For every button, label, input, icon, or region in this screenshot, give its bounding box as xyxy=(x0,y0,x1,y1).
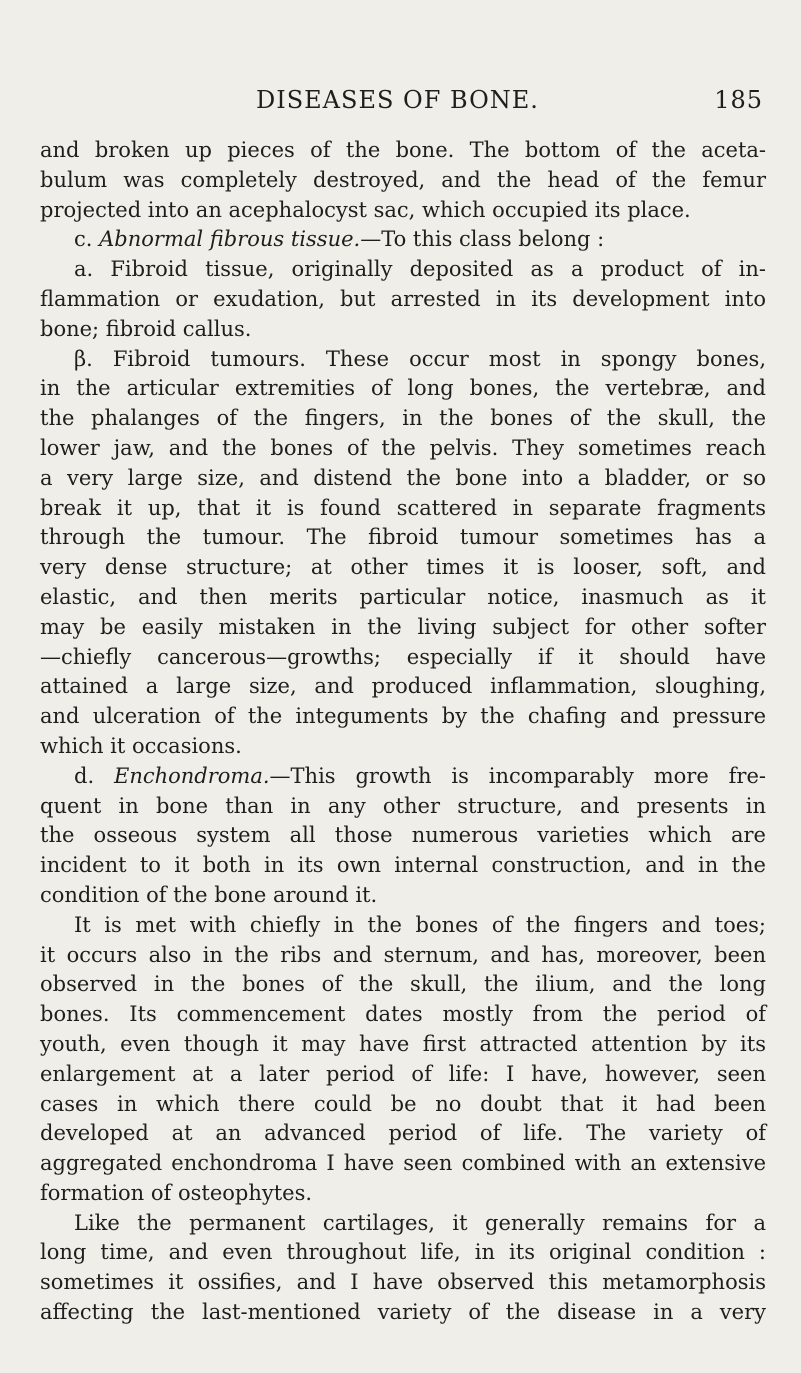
text-line: bulum was completely destroyed, and the head of the femur xyxy=(40,167,766,192)
text-line: condition of the bone around it. xyxy=(40,882,378,907)
running-title: DISEASES OF BONE. xyxy=(256,86,539,114)
text-line: the phalanges of the fingers, in the bones of the skull, the xyxy=(40,406,766,431)
text-line: in the articular extremities of long bones, the vertebræ, and xyxy=(40,376,766,401)
italic-heading: Abnormal fibrous tissue. xyxy=(99,227,361,252)
line-rest: —To this class belong : xyxy=(360,227,605,252)
text-line xyxy=(40,225,766,255)
text-line: and broken up pieces of the bone. The bottom of the aceta- xyxy=(40,138,766,162)
page-header xyxy=(256,86,786,120)
text-line: the osseous system all those numerous varieties which are xyxy=(40,823,766,848)
text-line: attained a large size, and produced inflammation, sloughing, xyxy=(40,674,766,699)
text-line: and ulceration of the integuments by the chafing and pressure xyxy=(40,704,766,729)
text-line: enlargement at a later period of life: I have, however, seen xyxy=(40,1061,766,1086)
text-line: incident to it both in its own internal construction, and in the xyxy=(40,853,766,878)
text-line: affecting the last-mentioned variety of the disease in a very xyxy=(40,1300,766,1325)
text-line: formation of osteophytes. xyxy=(40,1180,313,1205)
text-line: a. Fibroid tissue, originally deposited as a product of in- xyxy=(74,257,766,282)
text-line: long time, and even throughout life, in its original condition : xyxy=(40,1240,766,1265)
text-line: lower jaw, and the bones of the pelvis. They sometimes reach xyxy=(40,435,766,460)
text-line xyxy=(40,762,766,792)
text-line: break it up, that it is found scattered in separate fragments xyxy=(40,495,766,520)
italic-heading: Enchondroma. xyxy=(114,763,270,788)
text-line: bone; fibroid callus. xyxy=(40,316,252,341)
line-prefix: c. xyxy=(74,227,100,252)
text-line: It is met with chiefly in the bones of the fingers and toes; xyxy=(74,912,766,937)
text-line: observed in the bones of the skull, the ilium, and the long xyxy=(40,972,766,997)
text-line: youth, even though it may have first attracted attention by its xyxy=(40,1031,766,1056)
page-number: 185 xyxy=(714,86,763,114)
text-line: Like the permanent cartilages, it generally remains for a xyxy=(74,1210,766,1235)
text-line: may be easily mistaken in the living subject for other softer xyxy=(40,614,766,639)
text-line: very dense structure; at other times it is looser, soft, and xyxy=(40,555,766,580)
text-line: developed at an advanced period of life. The variety of xyxy=(40,1121,766,1146)
text-line: quent in bone than in any other structure, and presents in xyxy=(40,793,766,818)
text-line: projected into an acephalocyst sac, which occupied its place. xyxy=(40,197,691,222)
body-text xyxy=(40,136,766,1328)
text-line: elastic, and then merits particular notice, inasmuch as it xyxy=(40,584,766,609)
line-prefix: d. xyxy=(74,763,114,788)
text-line: flammation or exudation, but arrested in its development into xyxy=(40,286,766,311)
text-line: cases in which there could be no doubt that it had been xyxy=(40,1091,766,1116)
text-line: β. Fibroid tumours. These occur most in spongy bones, xyxy=(74,346,766,371)
text-line: —chiefly cancerous—growths; especially if it should have xyxy=(40,644,766,669)
text-line: a very large size, and distend the bone into a bladder, or so xyxy=(40,465,766,490)
text-line: aggregated enchondroma I have seen combined with an extensive xyxy=(40,1151,766,1176)
text-line: bones. Its commencement dates mostly from the period of xyxy=(40,1002,766,1027)
text-line: through the tumour. The fibroid tumour sometimes has a xyxy=(40,525,766,550)
text-line: sometimes it ossifies, and I have observed this metamorphosis xyxy=(40,1270,766,1295)
text-line: it occurs also in the ribs and sternum, and has, moreover, been xyxy=(40,942,766,967)
line-rest: —This growth is incomparably more fre- xyxy=(269,763,766,788)
text-line: which it occasions. xyxy=(40,733,242,758)
